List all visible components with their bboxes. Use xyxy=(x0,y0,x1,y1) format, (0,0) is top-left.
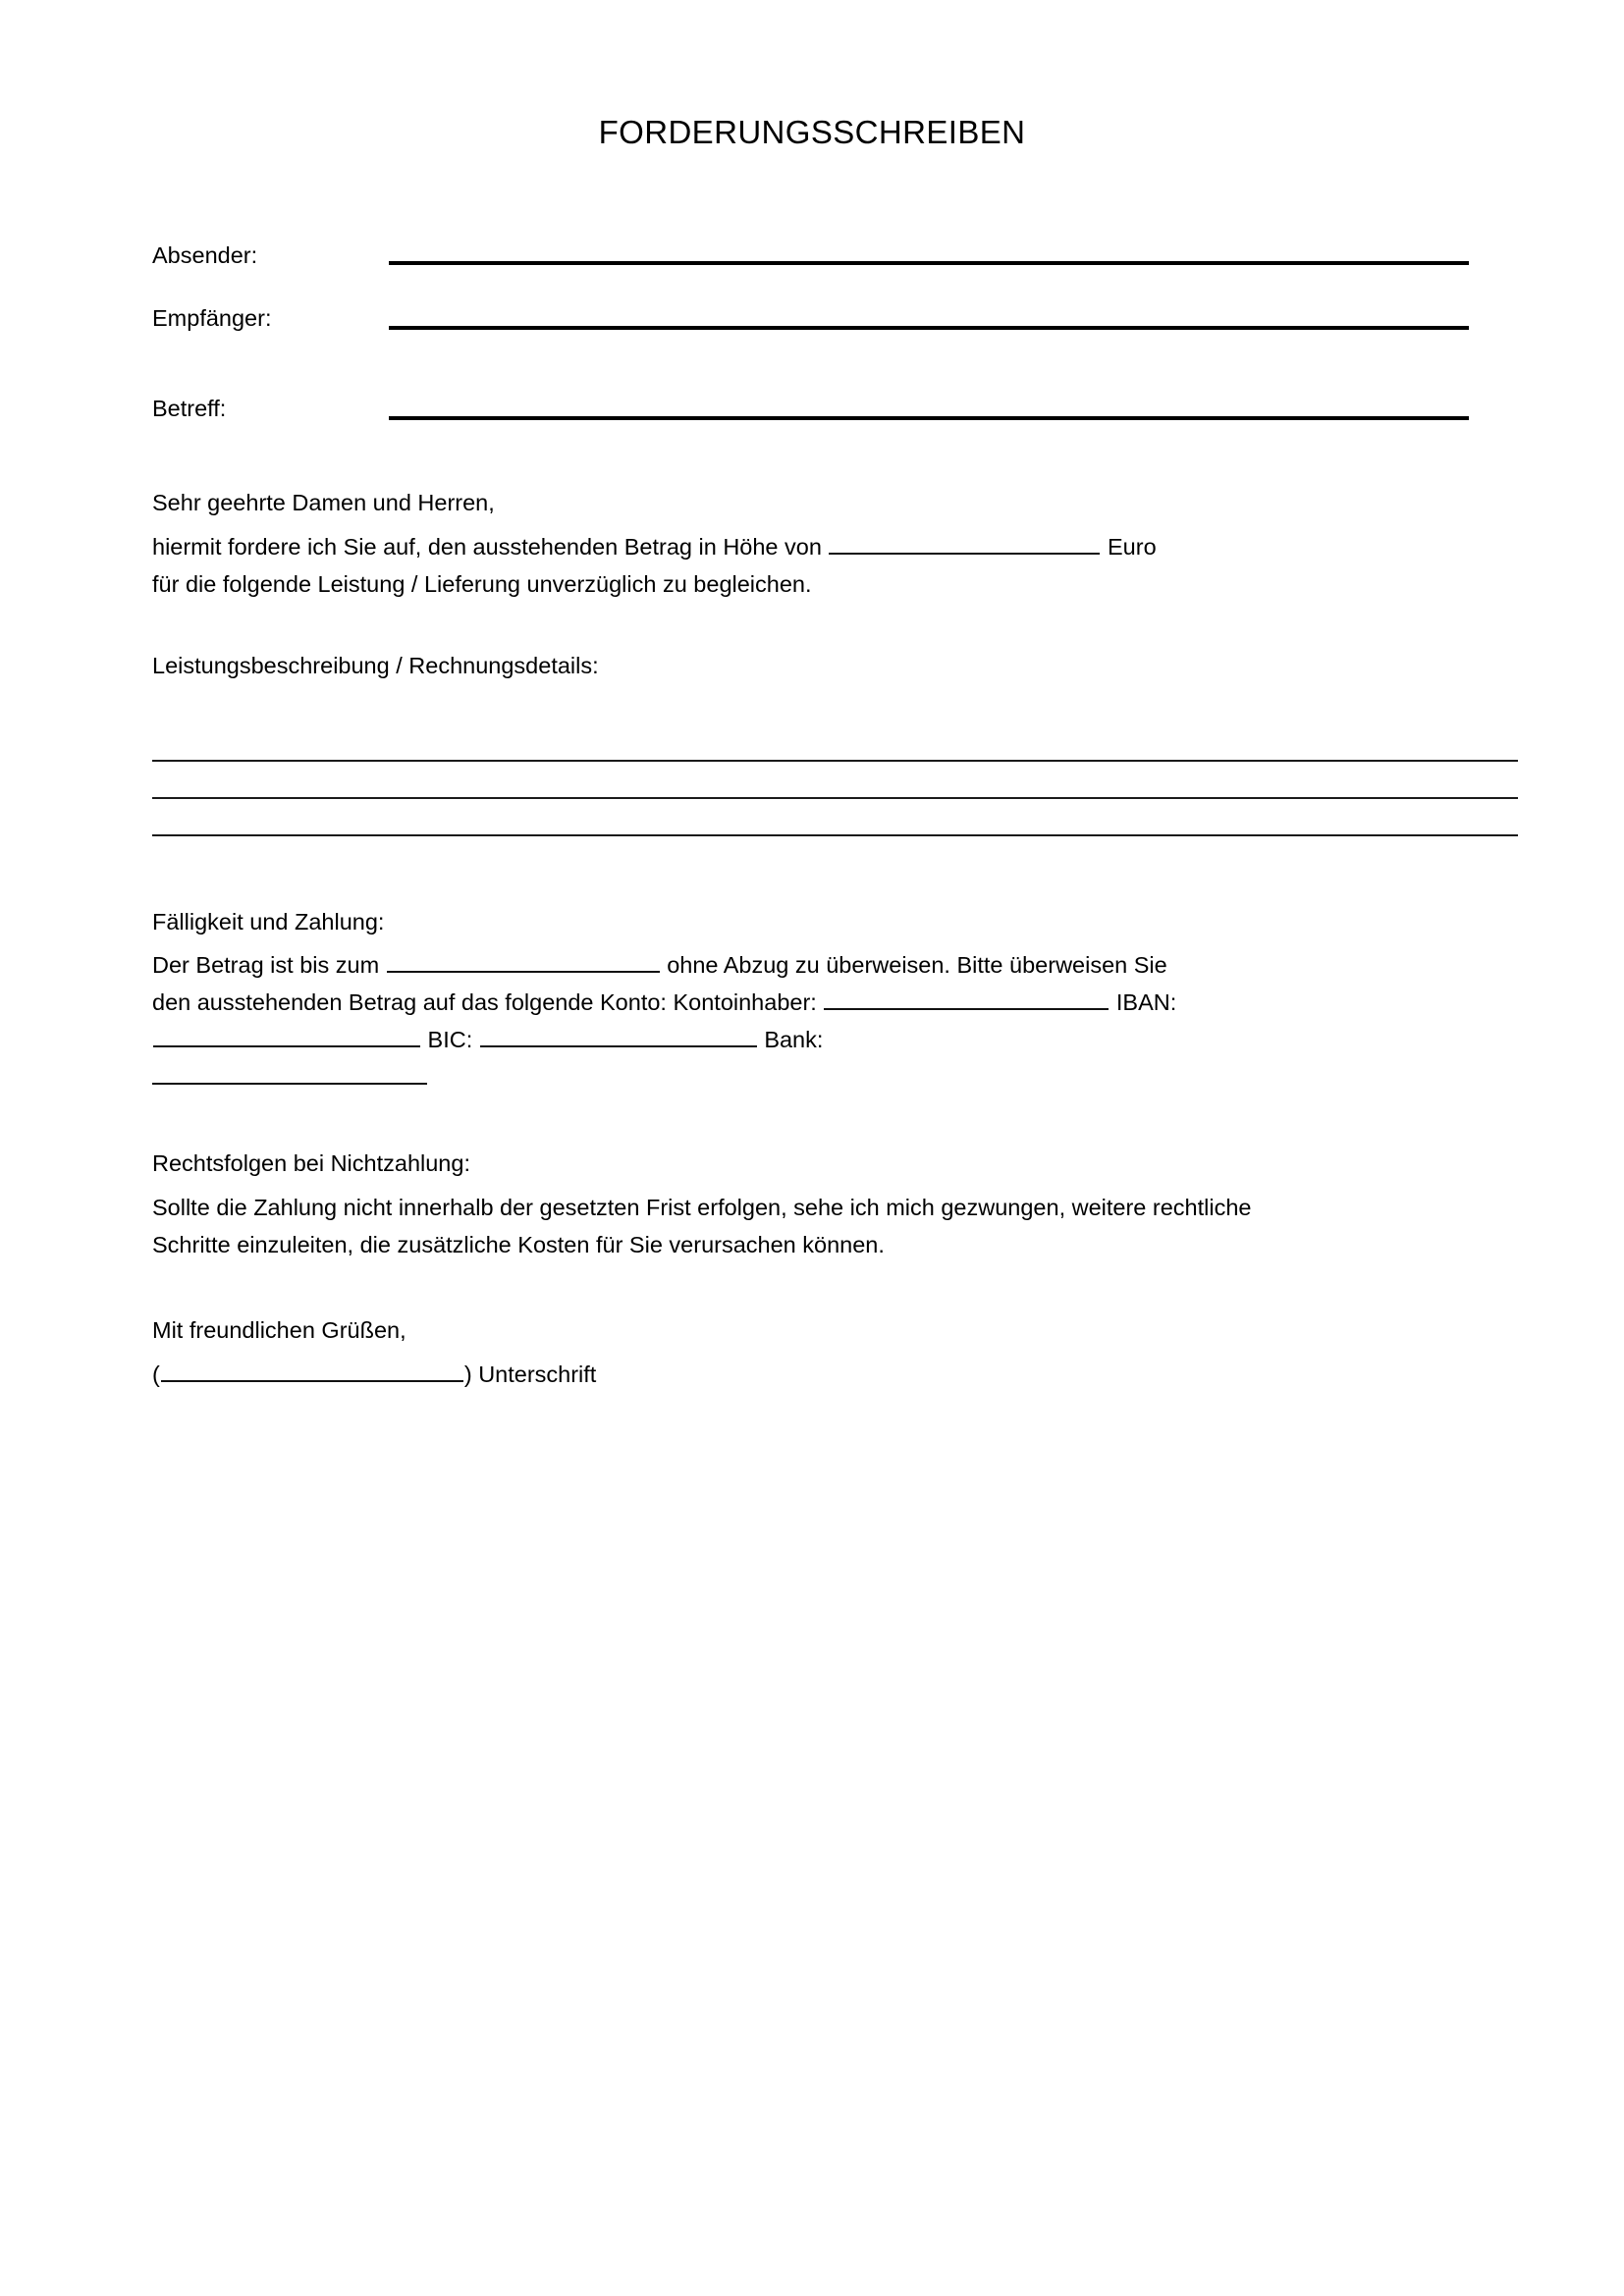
description-rule-3[interactable] xyxy=(152,834,1518,836)
label-empfaenger: Empfänger: xyxy=(152,305,272,331)
label-bic: BIC: xyxy=(427,1027,473,1052)
payment-heading: Fälligkeit und Zahlung: xyxy=(152,909,385,934)
payment-iban-bic-line xyxy=(152,1023,823,1056)
demand-second-line: für die folgende Leistung / Lieferung unverzüglich zu begleichen. xyxy=(152,571,812,597)
label-bank: Bank: xyxy=(764,1027,824,1052)
label-iban: IBAN: xyxy=(1115,989,1177,1015)
consequences-body-line-1: Sollte die Zahlung nicht innerhalb der gesetzten Frist erfolgen, sehe ich mich gezwungen, weitere rechtliche xyxy=(152,1195,1252,1220)
payment-account-line xyxy=(152,986,1176,1019)
page-title: FORDERUNGSSCHREIBEN xyxy=(598,114,1026,150)
description-heading: Leistungsbeschreibung / Rechnungsdetails: xyxy=(152,653,599,678)
bic-blank[interactable] xyxy=(480,1024,757,1047)
bank-name-blank[interactable] xyxy=(152,1083,427,1085)
signature-label: Unterschrift xyxy=(478,1362,597,1387)
amount-blank[interactable] xyxy=(829,531,1100,555)
signature-blank[interactable] xyxy=(161,1359,463,1382)
closing-greeting: Mit freundlichen Grüßen, xyxy=(152,1317,406,1343)
due-date-blank[interactable] xyxy=(387,949,660,973)
payment-due-line xyxy=(152,948,1167,982)
paren-close: ) xyxy=(463,1362,472,1387)
demand-amount-line xyxy=(152,530,1157,563)
consequences-body-line-2: Schritte einzuleiten, die zusätzliche Kosten für Sie verursachen können. xyxy=(152,1232,885,1257)
account-holder-blank[interactable] xyxy=(824,987,1109,1010)
payment-due-text-after: ohne Abzug zu überweisen. Bitte überweisen Sie xyxy=(667,952,1167,978)
consequences-heading: Rechtsfolgen bei Nichtzahlung: xyxy=(152,1150,470,1176)
empfaenger-input-rule[interactable] xyxy=(389,326,1469,330)
betreff-input-rule[interactable] xyxy=(389,416,1469,420)
payment-account-text: den ausstehenden Betrag auf das folgende Konto: Kontoinhaber: xyxy=(152,989,817,1015)
label-absender: Absender: xyxy=(152,242,258,268)
label-betreff: Betreff: xyxy=(152,396,227,421)
iban-blank[interactable] xyxy=(153,1024,420,1047)
description-rule-2[interactable] xyxy=(152,797,1518,799)
salutation: Sehr geehrte Damen und Herren, xyxy=(152,490,495,515)
signature-line xyxy=(152,1358,596,1391)
paren-open: ( xyxy=(152,1362,160,1387)
description-rule-1[interactable] xyxy=(152,760,1518,762)
demand-text-before: hiermit fordere ich Sie auf, den ausstehenden Betrag in Höhe von xyxy=(152,534,822,560)
demand-currency: Euro xyxy=(1108,534,1157,560)
absender-input-rule[interactable] xyxy=(389,261,1469,265)
payment-due-text-before: Der Betrag ist bis zum xyxy=(152,952,380,978)
